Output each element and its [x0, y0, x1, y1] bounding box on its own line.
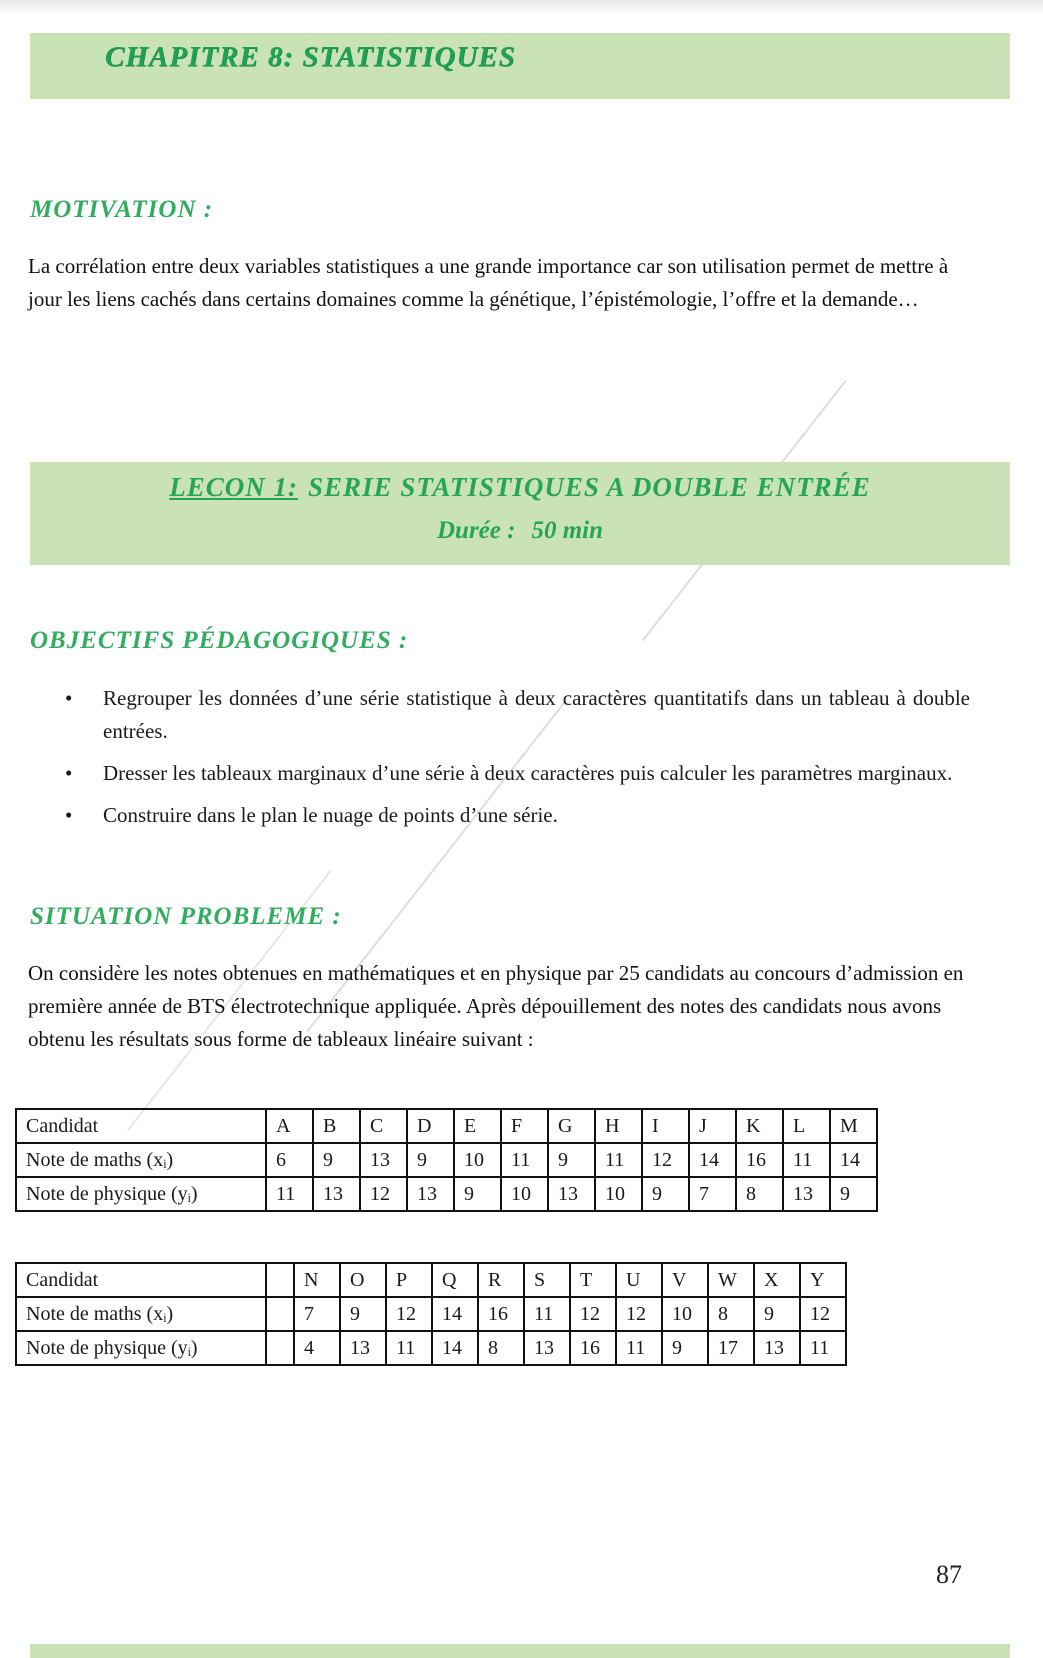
physique-note: 11: [616, 1331, 662, 1365]
physique-note: 13: [340, 1331, 386, 1365]
physique-note: 13: [407, 1177, 454, 1211]
maths-note: 10: [454, 1143, 501, 1177]
physique-note: 11: [800, 1331, 846, 1365]
maths-note: 8: [708, 1297, 754, 1331]
maths-note: 14: [432, 1297, 478, 1331]
maths-note: 9: [313, 1143, 360, 1177]
row-label: Note de physique (yᵢ): [16, 1177, 266, 1211]
situation-paragraph: On considère les notes obtenues en mathématiques et en physique par 25 candidats au concours d’admission en première année de BTS électrotechnique appliquée. Après dépouillement des notes des candidats nous avons obtenu les résultats sous forme de tableaux linéaire suivant :: [28, 961, 964, 1051]
spacer-cell: [266, 1263, 294, 1297]
table-row-maths: [16, 1297, 846, 1331]
row-label: Candidat: [16, 1263, 266, 1297]
scan-top-shade: [0, 0, 1043, 12]
spacer-cell: [266, 1331, 294, 1365]
lesson-label: LECON 1:: [169, 472, 299, 502]
physique-note: 13: [313, 1177, 360, 1211]
maths-note: 11: [501, 1143, 548, 1177]
physique-note: 14: [432, 1331, 478, 1365]
physique-note: 17: [708, 1331, 754, 1365]
notes-table-1: [15, 1108, 878, 1212]
candidate-letter: J: [689, 1109, 736, 1143]
physique-note: 9: [662, 1331, 708, 1365]
chapter-banner: [30, 33, 1010, 99]
maths-note: 12: [642, 1143, 689, 1177]
maths-note: 12: [386, 1297, 432, 1331]
maths-note: 12: [616, 1297, 662, 1331]
physique-note: 7: [689, 1177, 736, 1211]
candidate-letter: P: [386, 1263, 432, 1297]
table-row-candidates: [16, 1109, 877, 1143]
candidate-letter: O: [340, 1263, 386, 1297]
notes-table-2: [15, 1262, 847, 1366]
lesson-title: SERIE STATISTIQUES A DOUBLE ENTRÉE: [308, 472, 871, 502]
objectives-heading: OBJECTIFS PÉDAGOGIQUES :: [30, 627, 409, 654]
physique-note: 13: [783, 1177, 830, 1211]
physique-note: 13: [524, 1331, 570, 1365]
maths-note: 16: [736, 1143, 783, 1177]
candidate-letter: C: [360, 1109, 407, 1143]
maths-note: 13: [360, 1143, 407, 1177]
physique-note: 11: [386, 1331, 432, 1365]
chapter-title: CHAPITRE 8: STATISTIQUES: [105, 41, 516, 73]
candidate-letter: G: [548, 1109, 595, 1143]
duration-value: 50 min: [531, 517, 603, 544]
row-label: Note de physique (yᵢ): [16, 1331, 266, 1365]
table-row-physique: [16, 1177, 877, 1211]
maths-note: 16: [478, 1297, 524, 1331]
candidate-letter: Y: [800, 1263, 846, 1297]
row-label: Note de maths (xᵢ): [16, 1143, 266, 1177]
maths-note: 7: [294, 1297, 340, 1331]
candidate-letter: D: [407, 1109, 454, 1143]
maths-note: 11: [783, 1143, 830, 1177]
motivation-heading: MOTIVATION :: [30, 196, 214, 223]
candidate-letter: K: [736, 1109, 783, 1143]
table-row-candidates: [16, 1263, 846, 1297]
maths-note: 6: [266, 1143, 313, 1177]
row-label: Note de maths (xᵢ): [16, 1297, 266, 1331]
maths-note: 12: [570, 1297, 616, 1331]
maths-note: 14: [689, 1143, 736, 1177]
physique-note: 12: [360, 1177, 407, 1211]
situation-heading: SITUATION PROBLEME :: [30, 903, 342, 930]
motivation-paragraph: La corrélation entre deux variables statistiques a une grande importance car son utilisation permet de mettre à jour les liens cachés dans certains domaines comme la génétique, l’épistémologie, l’offre et la demande…: [28, 254, 949, 311]
maths-note: 9: [548, 1143, 595, 1177]
candidate-letter: T: [570, 1263, 616, 1297]
lesson-title-line: [30, 472, 1010, 503]
physique-note: 11: [266, 1177, 313, 1211]
maths-note: 11: [595, 1143, 642, 1177]
candidate-letter: L: [783, 1109, 830, 1143]
physique-note: 13: [754, 1331, 800, 1365]
candidate-letter: R: [478, 1263, 524, 1297]
candidate-letter: E: [454, 1109, 501, 1143]
row-label: Candidat: [16, 1109, 266, 1143]
objective-item: • Regrouper les données d’une série statistique à deux caractères quantitatifs dans un tableau à double entrées.: [65, 682, 970, 748]
candidate-letter: B: [313, 1109, 360, 1143]
objectives-list: [65, 682, 970, 841]
candidate-letter: V: [662, 1263, 708, 1297]
lesson-banner: [30, 462, 1010, 565]
table-row-physique: [16, 1331, 846, 1365]
spacer-cell: [266, 1297, 294, 1331]
physique-note: 10: [595, 1177, 642, 1211]
candidate-letter: S: [524, 1263, 570, 1297]
physique-note: 9: [830, 1177, 877, 1211]
physique-note: 8: [478, 1331, 524, 1365]
objective-item: • Construire dans le plan le nuage de points d’une série.: [65, 799, 970, 832]
physique-note: 9: [642, 1177, 689, 1211]
maths-note: 14: [830, 1143, 877, 1177]
physique-note: 13: [548, 1177, 595, 1211]
physique-note: 4: [294, 1331, 340, 1365]
candidate-letter: X: [754, 1263, 800, 1297]
objective-item: • Dresser les tableaux marginaux d’une série à deux caractères puis calculer les paramètres marginaux.: [65, 757, 970, 790]
table-row-maths: [16, 1143, 877, 1177]
candidate-letter: I: [642, 1109, 689, 1143]
candidate-letter: H: [595, 1109, 642, 1143]
candidate-letter: A: [266, 1109, 313, 1143]
candidate-letter: N: [294, 1263, 340, 1297]
footer-green-bar: [30, 1644, 1010, 1658]
physique-note: 9: [454, 1177, 501, 1211]
candidate-letter: M: [830, 1109, 877, 1143]
lesson-duration-line: [30, 517, 1010, 545]
maths-note: 9: [340, 1297, 386, 1331]
candidate-letter: Q: [432, 1263, 478, 1297]
candidate-letter: W: [708, 1263, 754, 1297]
candidate-letter: U: [616, 1263, 662, 1297]
maths-note: 9: [407, 1143, 454, 1177]
physique-note: 16: [570, 1331, 616, 1365]
maths-note: 9: [754, 1297, 800, 1331]
page-number: 87: [936, 1560, 962, 1589]
maths-note: 12: [800, 1297, 846, 1331]
candidate-letter: F: [501, 1109, 548, 1143]
duration-label: Durée :: [436, 517, 516, 544]
maths-note: 10: [662, 1297, 708, 1331]
physique-note: 10: [501, 1177, 548, 1211]
physique-note: 8: [736, 1177, 783, 1211]
maths-note: 11: [524, 1297, 570, 1331]
